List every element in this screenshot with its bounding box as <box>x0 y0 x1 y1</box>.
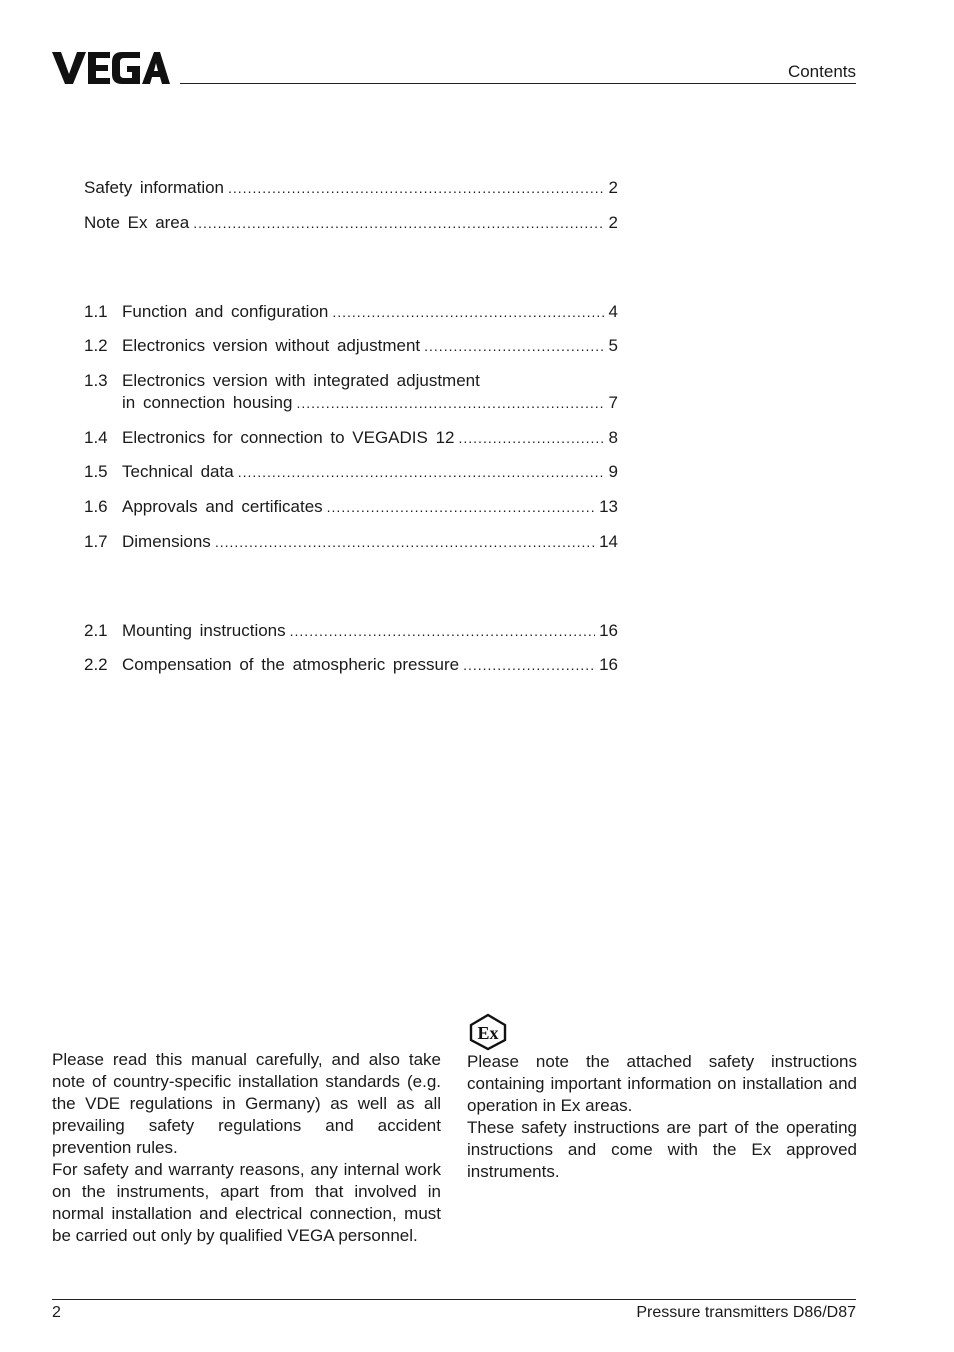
toc-entry[interactable]: 1.3 Electronics version with integrated adjustment in connection housing ..... 7 <box>84 370 618 414</box>
toc-entry[interactable]: 1.4 Electronics for connection to VEGADIS 12 ..... 8 <box>84 427 618 449</box>
safety-paragraph: For safety and warranty reasons, any internal work on the instruments, apart from that involved in normal installation and electrical connection, must be carried out only by qualified VEGA personnel. <box>52 1160 441 1245</box>
toc-entry[interactable]: Safety information ..... 2 <box>84 177 618 199</box>
header-section-title: Contents <box>787 62 856 81</box>
toc-entry[interactable]: 1.1 Function and configuration ..... 4 <box>84 301 618 323</box>
ex-symbol-icon <box>468 1013 508 1051</box>
toc-entry[interactable]: 1.7 Dimensions ..... 14 <box>84 531 618 553</box>
toc-entry[interactable]: Note Ex area ..... 2 <box>84 212 618 234</box>
vega-logo <box>52 52 170 84</box>
ex-note-paragraph: Please note the attached safety instructions containing important information on installation and operation in Ex areas. <box>467 1052 857 1115</box>
toc-entry[interactable]: 1.5 Technical data ..... 9 <box>84 461 618 483</box>
footer-rule <box>52 1299 856 1300</box>
toc-entry[interactable]: 2.1 Mounting instructions ..... 16 <box>84 620 618 642</box>
page-number: 2 <box>52 1304 61 1321</box>
safety-paragraph: Please read this manual carefully, and also take note of country-specific installation standards (e.g. the VDE regulations in Germany) as well as all prevailing safety regulations and accident prevention rules. <box>52 1050 441 1157</box>
toc-entry[interactable]: 1.2 Electronics version without adjustment ..... 5 <box>84 335 618 357</box>
ex-area-note-text <box>467 1051 857 1183</box>
header-rule <box>180 83 856 84</box>
toc-entry[interactable]: 2.2 Compensation of the atmospheric pressure ..... 16 <box>84 654 618 676</box>
footer-doc-title: Pressure transmitters D86/D87 <box>636 1304 856 1321</box>
safety-information-text <box>52 1049 441 1247</box>
ex-note-paragraph: These safety instructions are part of the operating instructions and come with the Ex approved instruments. <box>467 1118 857 1181</box>
svg-text:Ex: Ex <box>477 1023 499 1043</box>
toc-entry[interactable]: 1.6 Approvals and certificates ..... 13 <box>84 496 618 518</box>
